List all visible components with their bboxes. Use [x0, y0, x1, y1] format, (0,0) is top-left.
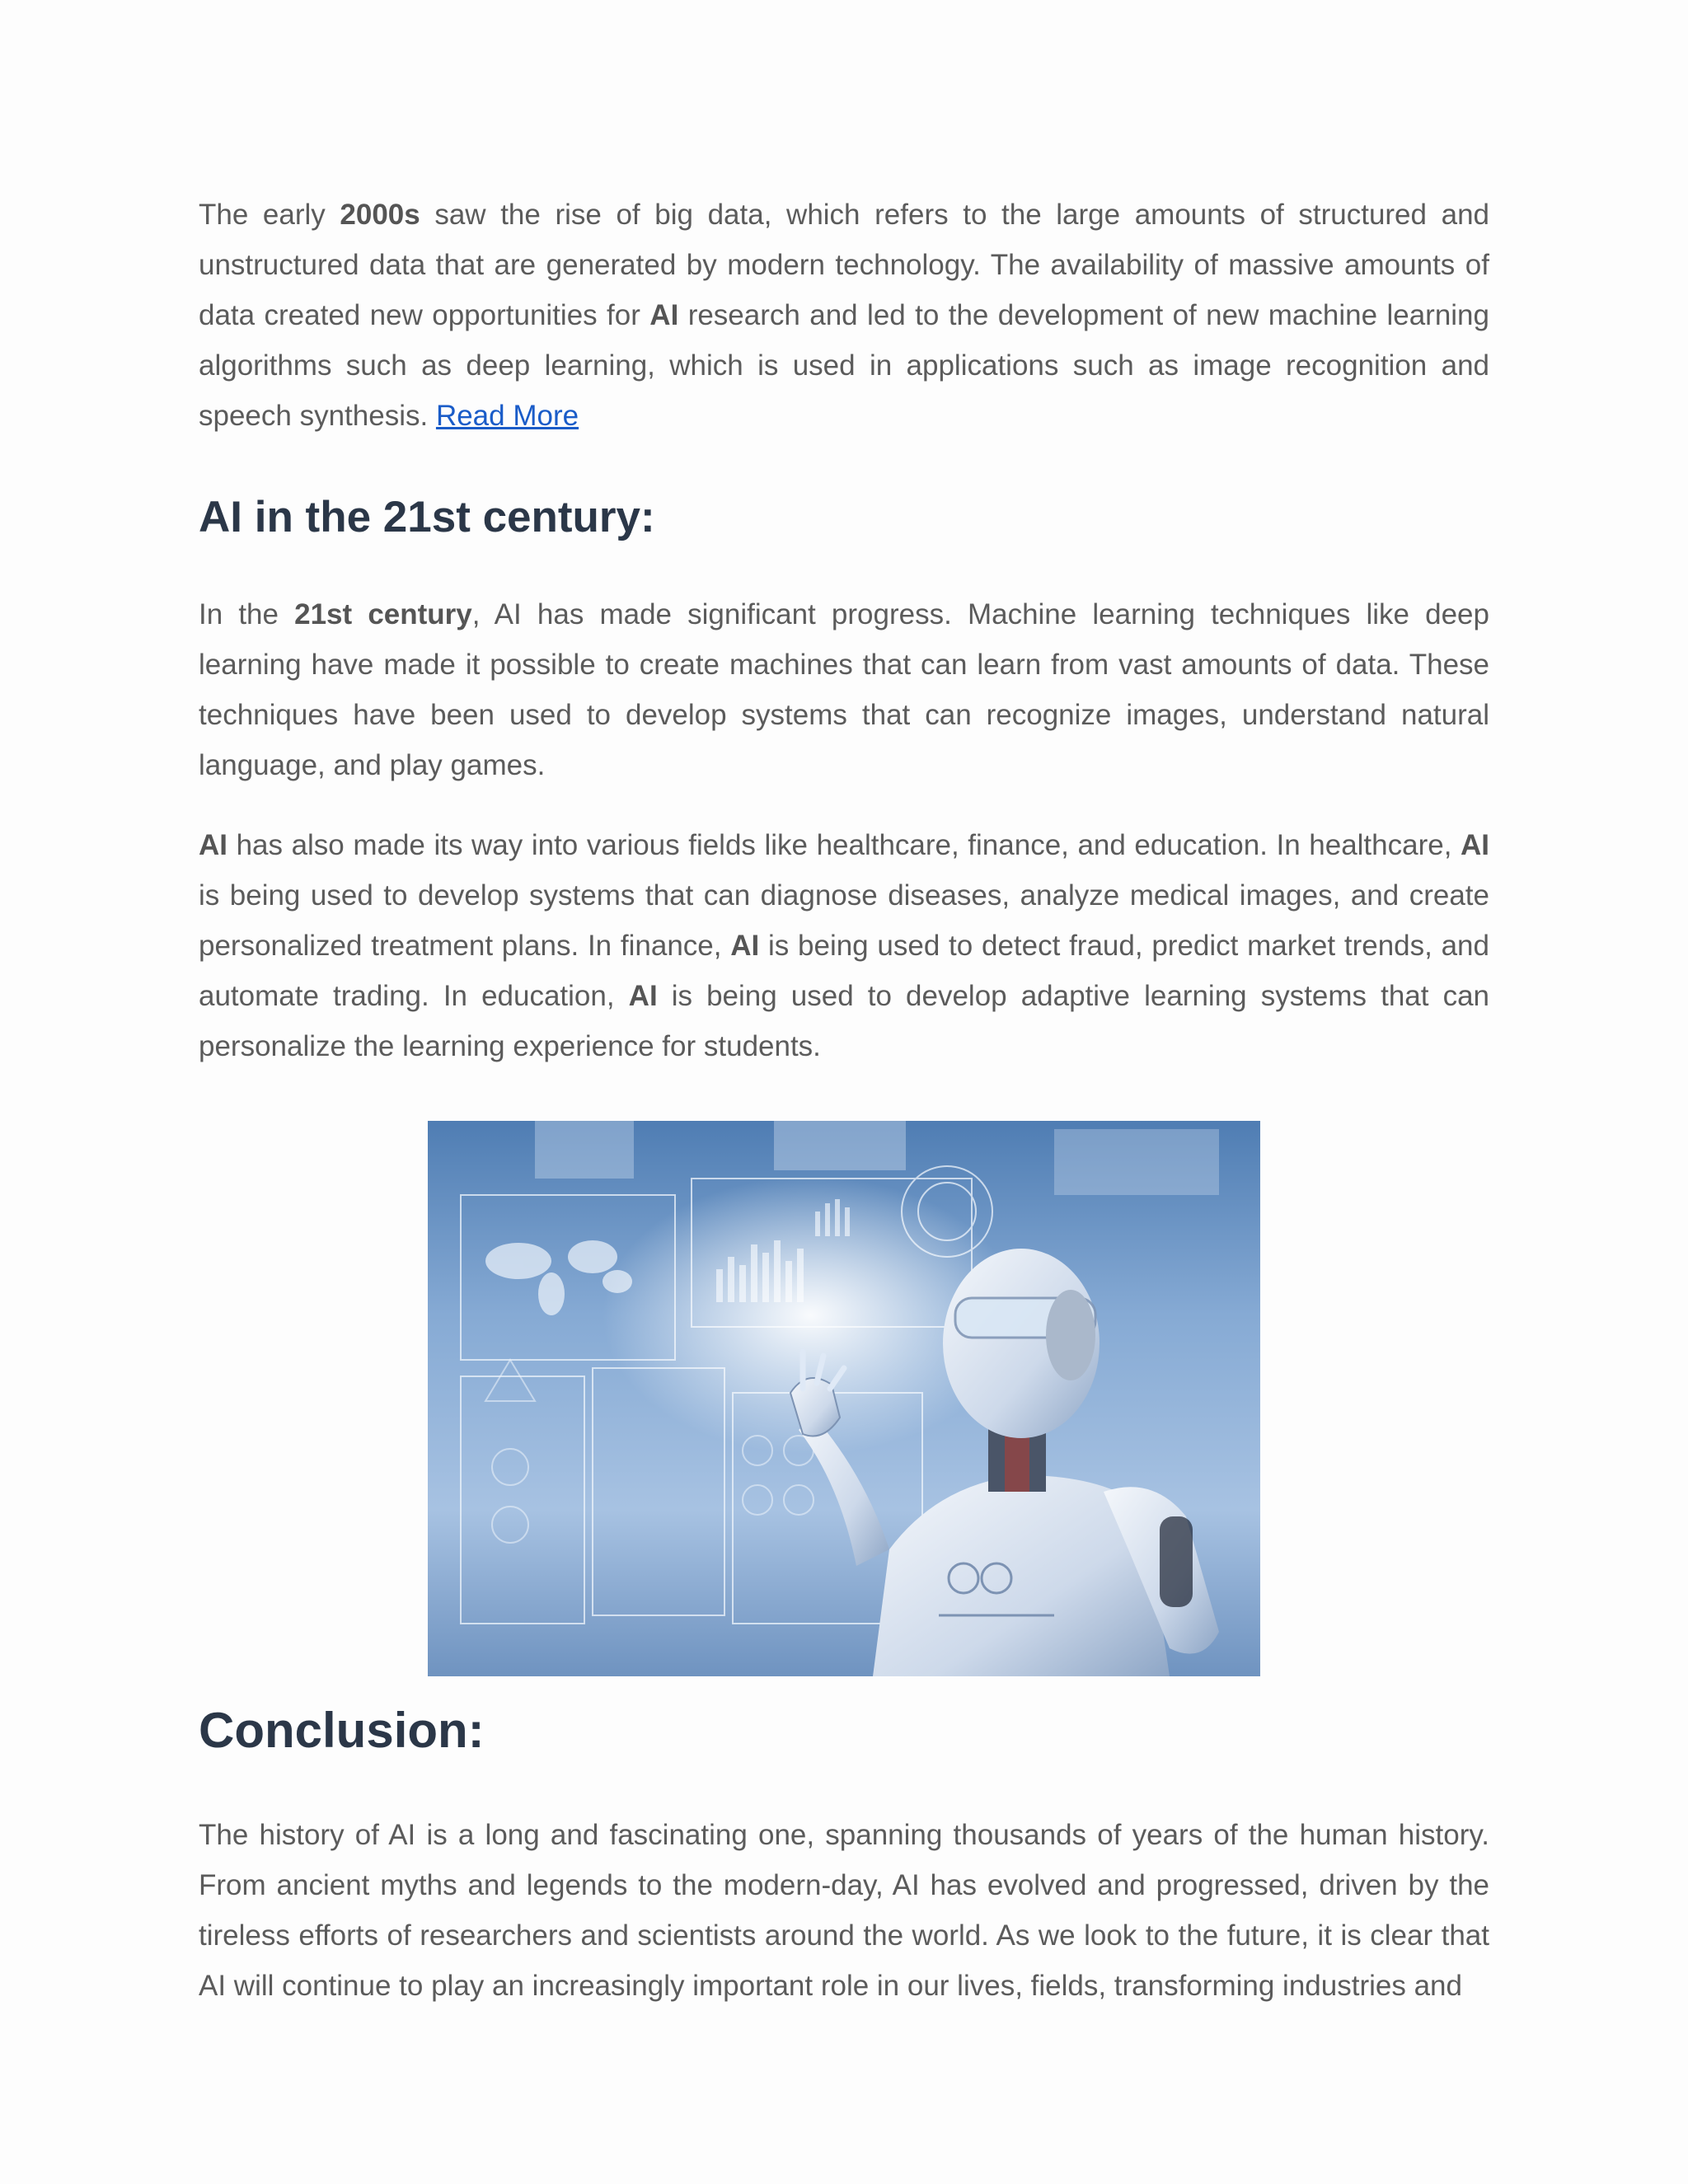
read-more-link[interactable]: Read More: [435, 400, 579, 432]
p1-text-1: In the: [199, 598, 295, 630]
paragraph-ai-fields: [199, 820, 1489, 1071]
intro-text-3: research and led to the development of new machine learning algorithms such as deep learning, which is used in applications such as image recognition and speech synthesis.: [199, 299, 1489, 432]
p2-bold-ai-4: AI: [628, 980, 658, 1012]
p2-text-2: is being used to develop systems that can diagnose diseases, analyze medical images, and create personalized treatment plans. In finance,: [199, 879, 1489, 962]
robot-hologram-image: [428, 1121, 1260, 1676]
p2-text-1: has also made its way into various fields like healthcare, finance, and education. In healthcare,: [227, 829, 1461, 861]
paragraph-conclusion: The history of AI is a long and fascinating one, spanning thousands of years of the human history. From ancient myths and legends to the modern-day, AI has evolved and progressed, driven by the tireless efforts of researchers and scientists around the world. As we look to the future, it is clear that AI will continue to play an increasingly important role in our lives, fields, transforming industries and: [199, 1819, 1489, 2002]
p2-bold-ai-2: AI: [1461, 829, 1489, 861]
article-body: [199, 190, 1489, 2011]
p2-bold-ai-1: AI: [199, 829, 227, 861]
paragraph-21st-century-progress: [199, 589, 1489, 790]
intro-bold-2000s: 2000s: [340, 199, 420, 231]
robot-touching-hologram-icon: [428, 1121, 1260, 1676]
intro-bold-ai: AI: [649, 299, 679, 331]
intro-paragraph: [199, 190, 1489, 441]
intro-text-1: The early: [199, 199, 340, 231]
p1-text-2: , AI has made significant progress. Machine learning techniques like deep learning have made it possible to create machines that can learn from vast amounts of data. These techniques have been used to develop systems that can recognize images, understand natural language, and play games.: [199, 598, 1489, 781]
heading-conclusion: Conclusion:: [199, 1703, 485, 1758]
p2-bold-ai-3: AI: [730, 930, 760, 962]
heading-21st-century: AI in the 21st century:: [199, 493, 655, 541]
p2-text-4: is being used to develop adaptive learning systems that can personalize the learning experience for students.: [199, 980, 1489, 1062]
p2-text-3: is being used to detect fraud, predict market trends, and automate trading. In education,: [199, 930, 1489, 1012]
p1-bold-21st-century: 21st century: [294, 598, 472, 630]
intro-text-2: saw the rise of big data, which refers to the large amounts of structured and unstructured data that are generated by modern technology. The availability of massive amounts of data created new opportunities for: [199, 199, 1489, 331]
